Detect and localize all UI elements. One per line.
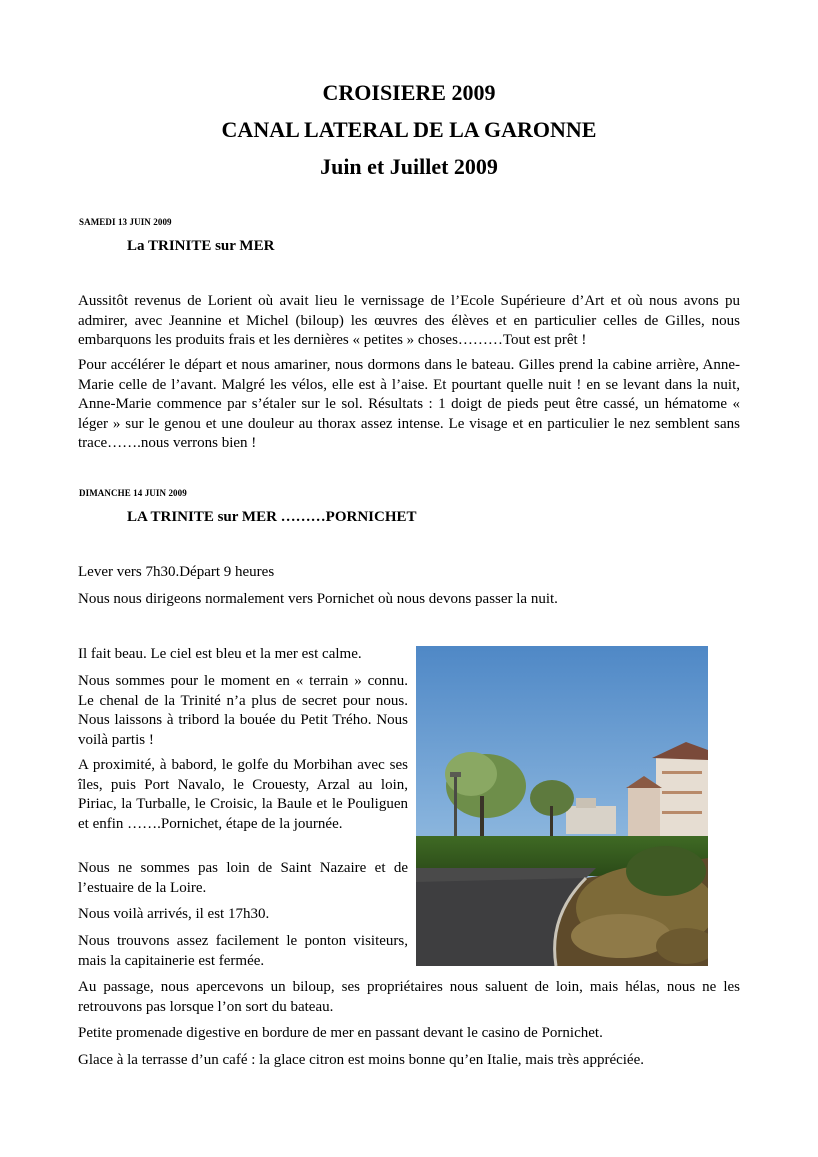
day1-date: SAMEDI 13 JUIN 2009 [79, 217, 172, 227]
document-title: CROISIERE 2009 [322, 80, 496, 105]
day2-line-3: Petite promenade digestive en bordure de mer en passant devant le casino de Pornichet. [78, 1025, 603, 1041]
day1-heading: La TRINITE sur MER [127, 238, 275, 254]
day2-date: DIMANCHE 14 JUIN 2009 [79, 488, 187, 498]
day2-col-paragraph-6: Nous trouvons assez facilement le ponton visiteurs, mais la capitainerie est fermée. [78, 933, 408, 969]
day1-paragraph-2: Pour accélérer le départ et nous amariner, nous dormons dans le bateau. Gilles prend la cabine arrière, Anne-Marie celle de l’avant. Malgré les vélos, elle est à l’aise. Et pourtant quelle nuit ! en se levant dans la nuit, Anne-Marie commence par s’étaler sur le sol. Résultats : 1 doigt de pieds peut être cassé, un hématome « léger » sur le genou et une douleur au thorax assez intense. Le visage et en particulier le nez semblent sans trace…….nous verrons bien ! [78, 357, 740, 451]
day2-col-paragraph-4: Nous ne sommes pas loin de Saint Nazaire et de l’estuaire de la Loire. [78, 860, 408, 896]
day2-line-1: Lever vers 7h30.Départ 9 heures [78, 564, 275, 580]
day2-col-paragraph-2: Nous sommes pour le moment en « terrain » connu. Le chenal de la Trinité n’a plus de secret pour nous. Nous laissons à tribord la bouée du Petit Trého. Nous voilà partis ! [78, 673, 408, 748]
day2-line-2: Nous nous dirigeons normalement vers Pornichet où nous devons passer la nuit. [78, 591, 558, 607]
day2-col-paragraph-3: A proximité, à babord, le golfe du Morbihan avec ses îles, puis Port Navalo, le Crouesty, Arzal au loin, Piriac, la Turballe, le Croisic, la Baule et le Pouliguen et enfin …….Pornichet, étape de la journée. [78, 757, 408, 832]
day2-paragraph-3: Au passage, nous apercevons un biloup, ses propriétaires nous saluent de loin, mais hélas, nous ne les retrouvons pas lorsque l’on sort du bateau. [78, 979, 740, 1015]
day2-heading: LA TRINITE sur MER ………PORNICHET [127, 509, 417, 525]
day1-paragraph-1: Aussitôt revenus de Lorient où avait lieu le vernissage de l’Ecole Supérieure d’Art et où nous avons pu admirer, avec Jeannine et Michel (biloup) les œuvres des élèves et en particulier celles de Gilles, nous embarquons les produits frais et les dernières « petites » choses………Tout est prêt ! [78, 293, 740, 348]
document-period: Juin et Juillet 2009 [320, 154, 498, 179]
pornichet-photo [416, 646, 708, 966]
day2-col-paragraph-1: Il fait beau. Le ciel est bleu et la mer est calme. [78, 646, 362, 662]
document-subtitle: CANAL LATERAL DE LA GARONNE [221, 117, 597, 142]
day2-col-paragraph-5: Nous voilà arrivés, il est 17h30. [78, 906, 270, 922]
day2-line-4: Glace à la terrasse d’un café : la glace citron est moins bonne qu’en Italie, mais très appréciée. [78, 1052, 644, 1068]
